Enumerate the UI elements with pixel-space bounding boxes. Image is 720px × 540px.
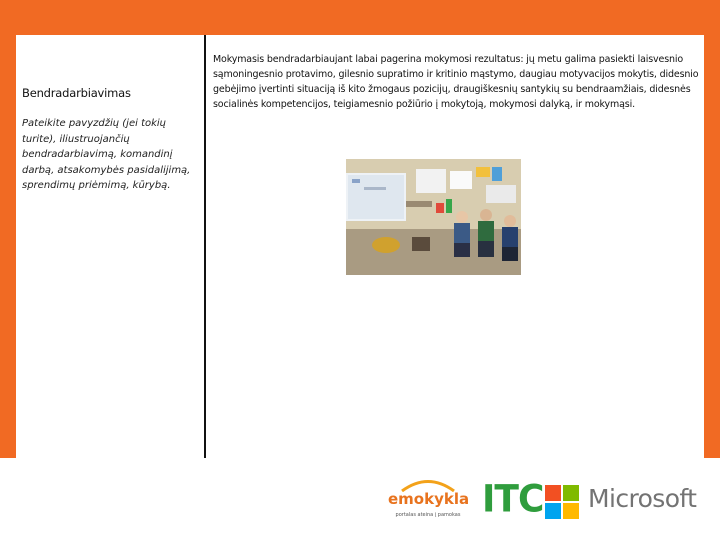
main-paragraph: Mokymasis bendradarbiaujant labai pagerina mokymosi rezultatus: jų metu galima pasiekti laisvesnio sąmoningesnio protavimo, gilesnio supratimo ir kritinio mąstymo, daugiau motyvacijos mokytis, didesnio gebėjimo įvertinti situaciją iš kito žmogaus pozicijų, draugiškesnių santykių su bendraamžiais, didesnės socialinės kompetencijos, teigiamesnio požiūrio į mokytoją, mokymosi dalyką, ir mokymąsi. [213, 54, 699, 110]
column-divider [204, 35, 206, 458]
section-title: Bendradarbiavimas [22, 86, 131, 100]
microsoft-wordmark: Microsoft [588, 484, 697, 513]
section-prompt: Pateikite pavyzdžių (jei tokių turite), iliustruojančių bendradarbiavimą, komandinį darbą, atsakomybės pasidalijimą, sprendimų priėmimą, kūrybą. [22, 118, 191, 191]
classroom-photo [346, 159, 521, 275]
emokykla-wordmark: emokykla [388, 490, 470, 508]
microsoft-windows-icon [545, 485, 579, 519]
emokykla-tagline: portalas ateina į pamokas [395, 512, 461, 518]
emokykla-logo [388, 478, 468, 524]
itc-logo: ITC [482, 477, 544, 522]
